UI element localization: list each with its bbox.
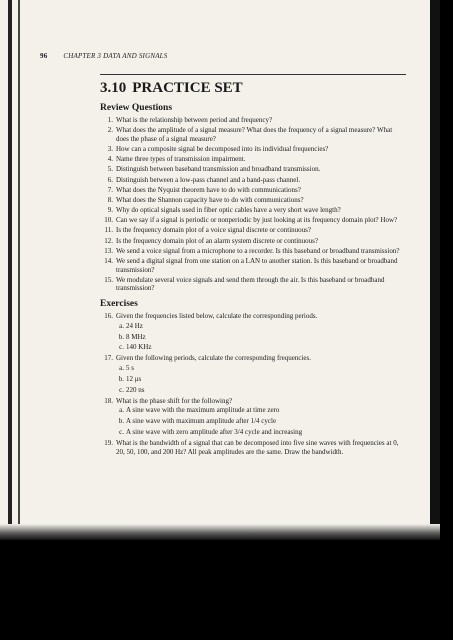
item-number: 19.	[104, 438, 113, 447]
item-text: Name three types of transmission impairment.	[116, 155, 246, 164]
binding-line	[18, 0, 20, 540]
sub-item-text: 24 Hz	[126, 321, 143, 330]
review-questions-list	[100, 116, 406, 293]
header-rule	[100, 74, 406, 75]
chapter-title: CHAPTER 3 DATA AND SIGNALS	[63, 52, 168, 60]
list-item	[100, 226, 406, 235]
sub-item-list	[116, 406, 406, 436]
item-number: 10.	[104, 216, 113, 225]
item-number: 11.	[104, 226, 113, 235]
sub-item-text: A sine wave with zero amplitude after 3/4 cycle and increasing	[126, 428, 303, 437]
exercises-heading: Exercises	[100, 299, 138, 309]
exercises-list	[100, 312, 406, 456]
list-item	[100, 186, 406, 195]
sub-item-text: A sine wave with the maximum amplitude at time zero	[126, 406, 280, 415]
sub-item-text: A sine wave with maximum amplitude after 1/4 cycle	[126, 417, 277, 426]
sub-item-letter: b.	[118, 374, 124, 383]
list-item	[100, 439, 406, 456]
item-text: Is the frequency domain plot of an alarm system discrete or continuous?	[116, 236, 318, 245]
sub-item-letter: a.	[119, 321, 124, 330]
list-item	[100, 312, 406, 352]
item-number: 18.	[104, 396, 113, 405]
list-item	[100, 145, 406, 154]
sub-item	[116, 322, 406, 330]
item-number: 4.	[107, 155, 113, 164]
item-number: 6.	[107, 175, 113, 184]
item-text: We modulate several voice signals and send them through the air. Is this baseband or broadband transmission?	[116, 275, 385, 293]
sub-item-letter: c.	[119, 428, 124, 437]
item-number: 8.	[107, 195, 113, 204]
sub-item	[116, 406, 406, 414]
item-text: Is the frequency domain plot of a voice signal discrete or continuous?	[116, 226, 311, 235]
sub-item-text: 8 MHz	[126, 332, 146, 341]
item-text: Distinguish between baseband transmission and broadband transmission.	[116, 165, 321, 174]
list-item	[100, 247, 406, 256]
page-bottom-shadow	[0, 524, 440, 540]
item-text: Why do optical signals used in fiber optic cables have a very short wave length?	[116, 206, 341, 215]
list-item	[100, 176, 406, 185]
sub-item-letter: b.	[118, 332, 124, 341]
item-number: 7.	[107, 185, 113, 194]
item-text: We send a digital signal from one station on a LAN to another station. Is this baseband or broadband transmission?	[116, 257, 398, 274]
sub-item-letter: a.	[119, 363, 124, 372]
sub-item-list	[116, 364, 406, 394]
list-item	[100, 276, 406, 293]
list-item	[100, 237, 406, 246]
item-text: Distinguish between a low-pass channel and a band-pass channel.	[116, 175, 301, 184]
sub-item	[116, 386, 406, 394]
item-text: What does the Shannon capacity have to do with communications?	[116, 195, 304, 204]
item-number: 14.	[104, 257, 113, 266]
binding-shadow	[8, 0, 12, 540]
item-text: What is the relationship between period and frequency?	[116, 116, 273, 124]
item-number: 1.	[107, 116, 113, 124]
item-number: 12.	[104, 236, 113, 245]
item-text: What does the Nyquist theorem have to do with communications?	[116, 185, 301, 194]
sub-item	[116, 428, 406, 436]
sub-item-text: 220 ns	[126, 385, 145, 394]
list-item	[100, 196, 406, 205]
list-item	[100, 397, 406, 437]
list-item	[100, 257, 406, 274]
sub-item-text: 140 KHz	[126, 343, 152, 352]
list-item	[100, 155, 406, 164]
sub-item-letter: b.	[118, 417, 124, 426]
sub-item-text: 5 s	[126, 363, 134, 372]
list-item	[100, 165, 406, 174]
list-item	[100, 126, 406, 143]
item-number: 3.	[107, 144, 113, 153]
page-content	[100, 80, 406, 458]
page-number: 96	[40, 52, 48, 60]
item-number: 17.	[104, 354, 113, 363]
item-text: How can a composite signal be decomposed into its individual frequencies?	[116, 144, 329, 153]
item-number: 2.	[107, 126, 113, 135]
section-title	[100, 80, 406, 97]
sub-item-list	[116, 322, 406, 352]
item-text: We send a voice signal from a microphone to a recorder. Is this baseband or broadband transmission?	[116, 246, 400, 255]
sub-item-letter: c.	[119, 343, 124, 352]
item-text: Given the frequencies listed below, calculate the corresponding periods.	[116, 312, 318, 320]
list-item	[100, 354, 406, 394]
item-text: What is the bandwidth of a signal that can be decomposed into five sine waves with frequencies at 0, 20, 50, 100, and 200 Hz? All peak amplitudes are the same. Draw the bandwidth.	[116, 438, 399, 456]
sub-item	[116, 375, 406, 383]
sub-item	[116, 333, 406, 341]
list-item	[100, 116, 406, 125]
item-text: Given the following periods, calculate the corresponding frequencies.	[116, 354, 311, 363]
sub-item-text: 12 μs	[126, 374, 142, 383]
sub-item-letter: a.	[119, 406, 124, 415]
item-text: What is the phase shift for the following?	[116, 396, 233, 405]
sub-item-letter: c.	[119, 385, 124, 394]
sub-item	[116, 343, 406, 351]
sub-item	[116, 364, 406, 372]
item-number: 9.	[107, 206, 113, 215]
list-item	[100, 216, 406, 225]
item-text: Can we say if a signal is periodic or nonperiodic by just looking at its frequency domain plot? How?	[116, 216, 398, 225]
list-item	[100, 206, 406, 215]
item-text: What does the amplitude of a signal measure? What does the frequency of a signal measure? What does the phase of a signal measure?	[116, 126, 393, 143]
item-number: 15.	[104, 275, 113, 284]
item-number: 13.	[104, 246, 113, 255]
item-number: 5.	[107, 165, 113, 174]
running-header	[40, 52, 167, 60]
section-number: 3.10	[100, 80, 127, 96]
item-number: 16.	[104, 312, 113, 320]
section-title-text: PRACTICE SET	[132, 80, 243, 96]
sub-item	[116, 417, 406, 425]
review-questions-heading: Review Questions	[100, 103, 173, 113]
page-edge-shadow	[430, 0, 440, 540]
